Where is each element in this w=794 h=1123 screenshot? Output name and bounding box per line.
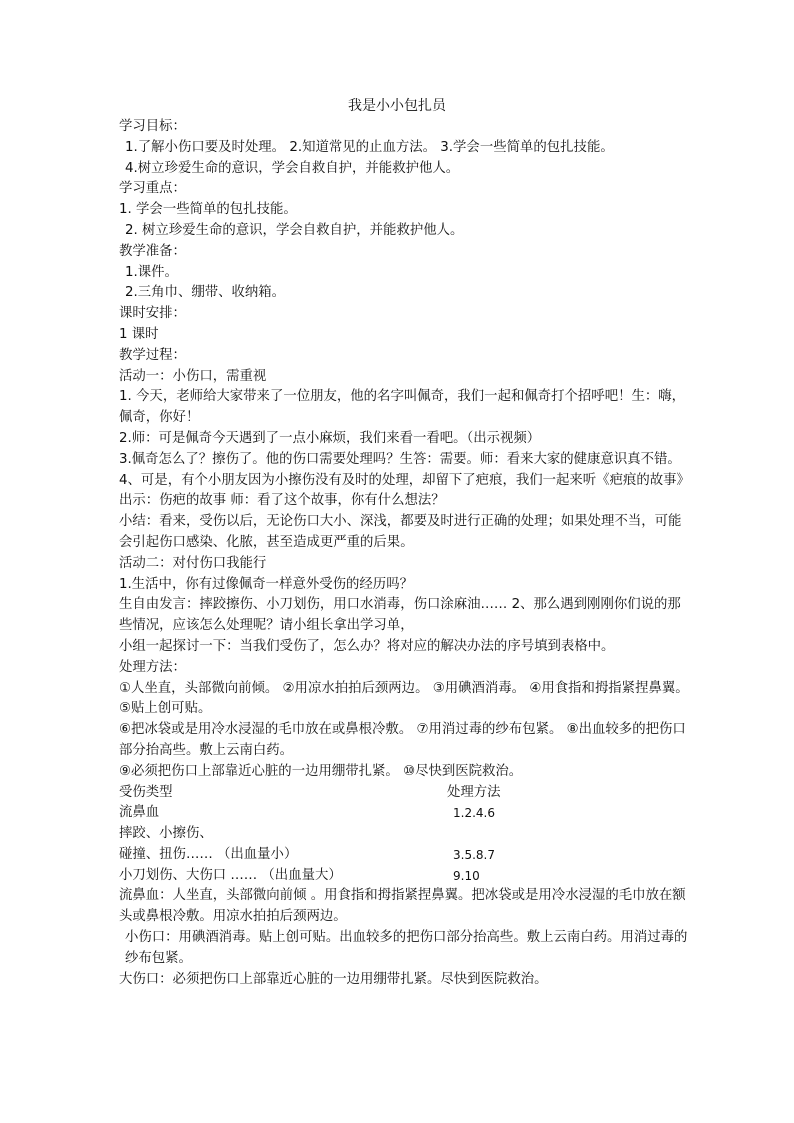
schedule-line: 1 课时 bbox=[119, 326, 159, 342]
free-talk-paragraph: 生自由发言：摔跤擦伤、小刀划伤，用口水消毒，伤口涂麻油…… 2、那么遇到刚刚你们说的那些情况，应该怎么处理呢？请小组长拿出学习单， bbox=[119, 597, 681, 634]
methods-heading: 处理方法： bbox=[119, 659, 186, 675]
section-heading-focus: 学习重点： bbox=[119, 181, 186, 197]
summary-large-wound: 大伤口：必须把伤口上部靠近心脏的一边用绷带扎紧。尽快到医院救治。 bbox=[119, 971, 548, 987]
table-row bbox=[119, 803, 694, 824]
table-row bbox=[119, 845, 694, 866]
document-body bbox=[119, 117, 694, 990]
section-heading-schedule: 课时安排： bbox=[119, 306, 186, 322]
activity-two-question: 1.生活中，你有过像佩奇一样意外受伤的经历吗？ bbox=[119, 576, 413, 592]
process-paragraph-3: 3.佩奇怎么了？擦伤了。他的伤口需要处理吗？生答：需要。师：看来大家的健康意识真不错。 bbox=[119, 451, 681, 467]
section-heading-goals: 学习目标： bbox=[119, 119, 186, 134]
table-cell-type: 小刀划伤、大伤口 …… （出血量大） bbox=[119, 867, 342, 883]
table-cell-method: 9.10 bbox=[453, 868, 480, 883]
table-header-type: 受伤类型 bbox=[119, 784, 173, 800]
summary-nosebleed: 流鼻血：人坐直，头部微向前倾 。用食指和拇指紧捏鼻翼。把冰袋或是用冷水浸湿的毛巾放在额头或鼻根冷敷。用凉水拍拍后颈两边。 bbox=[119, 888, 686, 925]
prep-line-1: 1.课件。 bbox=[125, 264, 178, 280]
goal-line-1: 1.了解小伤口要及时处理。 2.知道常见的止血方法。 3.学会一些简单的包扎技能。 bbox=[125, 139, 614, 155]
focus-line-1: 1. 学会一些简单的包扎技能。 bbox=[119, 202, 297, 218]
section-heading-prep: 教学准备： bbox=[119, 243, 186, 259]
methods-paragraph-2: ⑥把冰袋或是用冷水浸湿的毛巾放在或鼻根冷敷。 ⑦用消过毒的纱布包紧。 ⑧出血较多的把伤口部分抬高些。敷上云南白药。 bbox=[119, 722, 686, 758]
process-paragraph-4: 4、可是，有个小朋友因为小擦伤没有及时的处理，却留下了疤痕，我们一起来听《疤痕的故事》 出示：伤疤的故事 师：看了这个故事，你有什么想法？ bbox=[119, 472, 690, 509]
methods-paragraph-3: ⑨必须把伤口上部靠近心脏的一边用绷带扎紧。 ⑩尽快到医院救治。 bbox=[119, 763, 523, 779]
process-paragraph-1: 1. 今天，老师给大家带来了一位朋友，他的名字叫佩奇，我们一起和佩奇打个招呼吧！生：嗨，佩奇，你好！ bbox=[119, 389, 686, 426]
table-cell-type: 流鼻血 bbox=[119, 805, 160, 821]
table-header-method: 处理方法 bbox=[447, 784, 501, 800]
document-title: 我是小小包扎员 bbox=[348, 98, 446, 114]
table-cell-type: 摔跤、小擦伤、 bbox=[119, 826, 213, 842]
prep-line-2: 2.三角巾、绷带、收纳箱。 bbox=[125, 285, 286, 301]
table-cell-method: 3.5.8.7 bbox=[453, 847, 495, 862]
activity-one-heading: 活动一：小伤口，需重视 bbox=[119, 368, 267, 384]
table-row bbox=[119, 866, 694, 887]
methods-paragraph-1: ①人坐直，头部微向前倾。 ②用凉水拍拍后颈两边。 ③用碘酒消毒。 ④用食指和拇指紧捏鼻翼。 ⑤贴上创可贴。 bbox=[119, 680, 689, 717]
summary-paragraph: 小结：看来，受伤以后，无论伤口大小、深浅，都要及时进行正确的处理；如果处理不当，可能会引起伤口感染、化脓，甚至造成更严重的后果。 bbox=[119, 514, 682, 550]
table-cell-type: 碰撞、扭伤…… （出血量小） bbox=[119, 846, 298, 862]
section-heading-process: 教学过程： bbox=[119, 347, 186, 363]
goal-line-2: 4.树立珍爱生命的意识，学会自救自护，并能救护他人。 bbox=[125, 160, 460, 176]
activity-two-heading: 活动二：对付伤口我能行 bbox=[119, 555, 267, 571]
group-discussion-line: 小组一起探讨一下：当我们受伤了，怎么办？将对应的解决办法的序号填到表格中。 bbox=[119, 638, 615, 654]
table-row bbox=[119, 824, 694, 845]
process-paragraph-2: 2.师：可是佩奇今天遇到了一点小麻烦，我们来看一看吧。（出示视频） bbox=[119, 430, 541, 446]
focus-line-2: 2. 树立珍爱生命的意识，学会自救自护，并能救护他人。 bbox=[125, 222, 464, 238]
table-cell-method: 1.2.4.6 bbox=[453, 806, 495, 821]
summary-small-wound: 小伤口：用碘酒消毒。贴上创可贴。出血较多的把伤口部分抬高些。敷上云南白药。用消过毒的纱布包紧。 bbox=[125, 930, 688, 966]
table-header-row bbox=[119, 783, 694, 804]
